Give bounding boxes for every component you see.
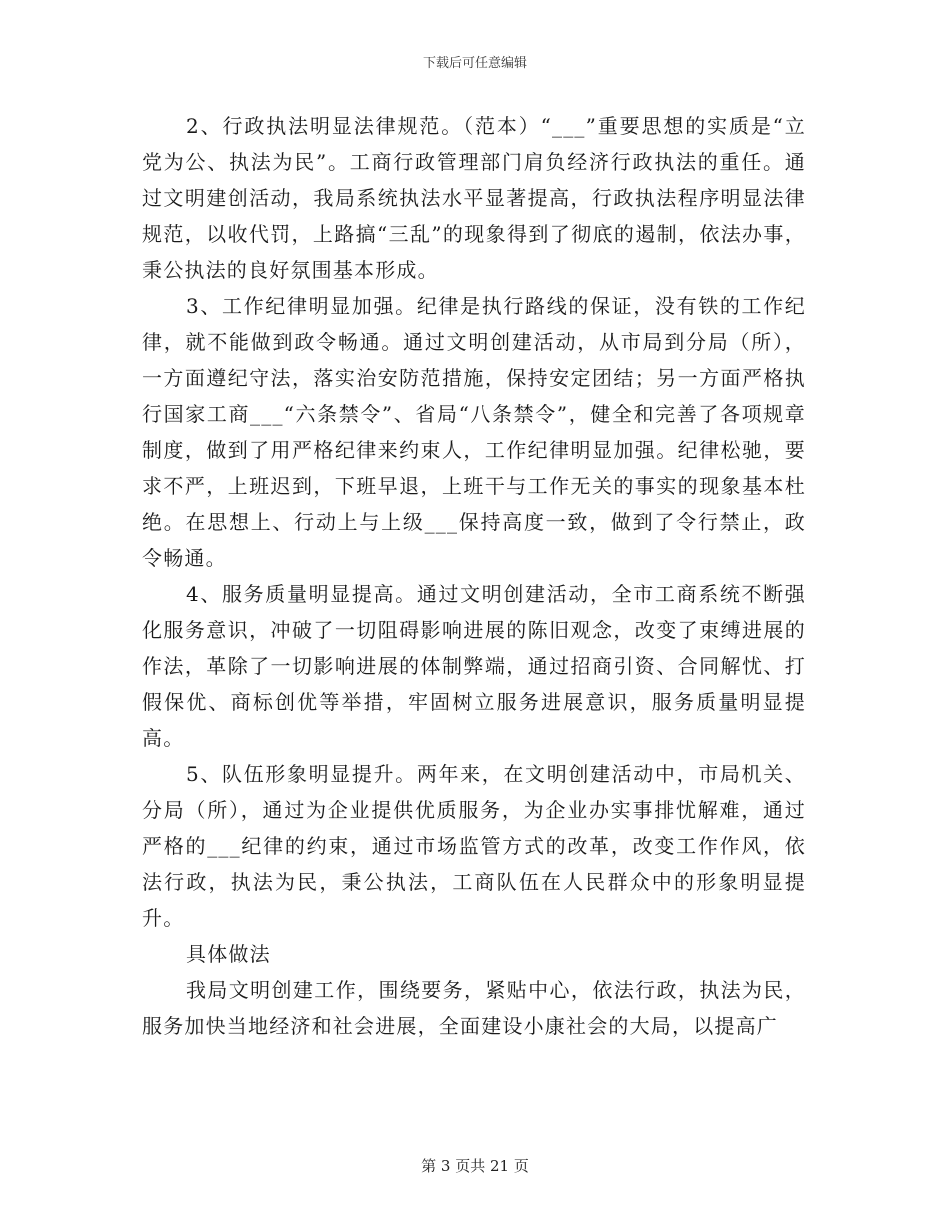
document-body — [142, 108, 806, 1044]
paragraph-law-enforcement: 2、行政执法明显法律规范。（范本）“___”重要思想的实质是“立党为公、执法为民”。工商行政管理部门肩负经济行政执法的重任。通过文明建创活动，我局系统执法水平显著提高，行政执法程序明显法律规范，以收代罚，上路搞“三乱”的现象得到了彻底的遏制，依法办事，秉公执法的良好氛围基本形成。 — [142, 114, 806, 282]
section-heading-specific-practices: 具体做法 — [186, 942, 271, 966]
paragraph-team-image: 5、队伍形象明显提升。两年来，在文明创建活动中，市局机关、分局（所），通过为企业提供优质服务，为企业办实事排忧解难，通过严格的___纪律的约束，通过市场监管方式的改革，改变工作作风，依法行政，执法为民，秉公执法，工商队伍在人民群众中的形象明显提升。 — [142, 762, 806, 930]
page-header: 下载后可任意编辑 — [422, 56, 527, 71]
paragraph-specific-practices: 我局文明创建工作，围绕要务，紧贴中心，依法行政，执法为民，服务加快当地经济和社会进展，全面建设小康社会的大局，以提高广 — [142, 978, 806, 1038]
paragraph-work-discipline: 3、工作纪律明显加强。纪律是执行路线的保证，没有铁的工作纪律，就不能做到政令畅通。通过文明创建活动，从市局到分局（所），一方面遵纪守法，落实治安防范措施，保持安定团结；另一方面严格执行国家工商___“六条禁令”、省局“八条禁令”，健全和完善了各项规章制度，做到了用严格纪律来约束人，工作纪律明显加强。纪律松驰，要求不严，上班迟到，下班早退，上班干与工作无关的事实的现象基本杜绝。在思想上、行动上与上级___保持高度一致，做到了令行禁止，政令畅通。 — [142, 294, 806, 570]
paragraph-service-quality: 4、服务质量明显提高。通过文明创建活动，全市工商系统不断强化服务意识，冲破了一切阻碍影响进展的陈旧观念，改变了束缚进展的作法，革除了一切影响进展的体制弊端，通过招商引资、合同解忧、打假保优、商标创优等举措，牢固树立服务进展意识，服务质量明显提高。 — [142, 582, 806, 750]
page-number-footer: 第 3 页共 21 页 — [421, 1157, 529, 1175]
